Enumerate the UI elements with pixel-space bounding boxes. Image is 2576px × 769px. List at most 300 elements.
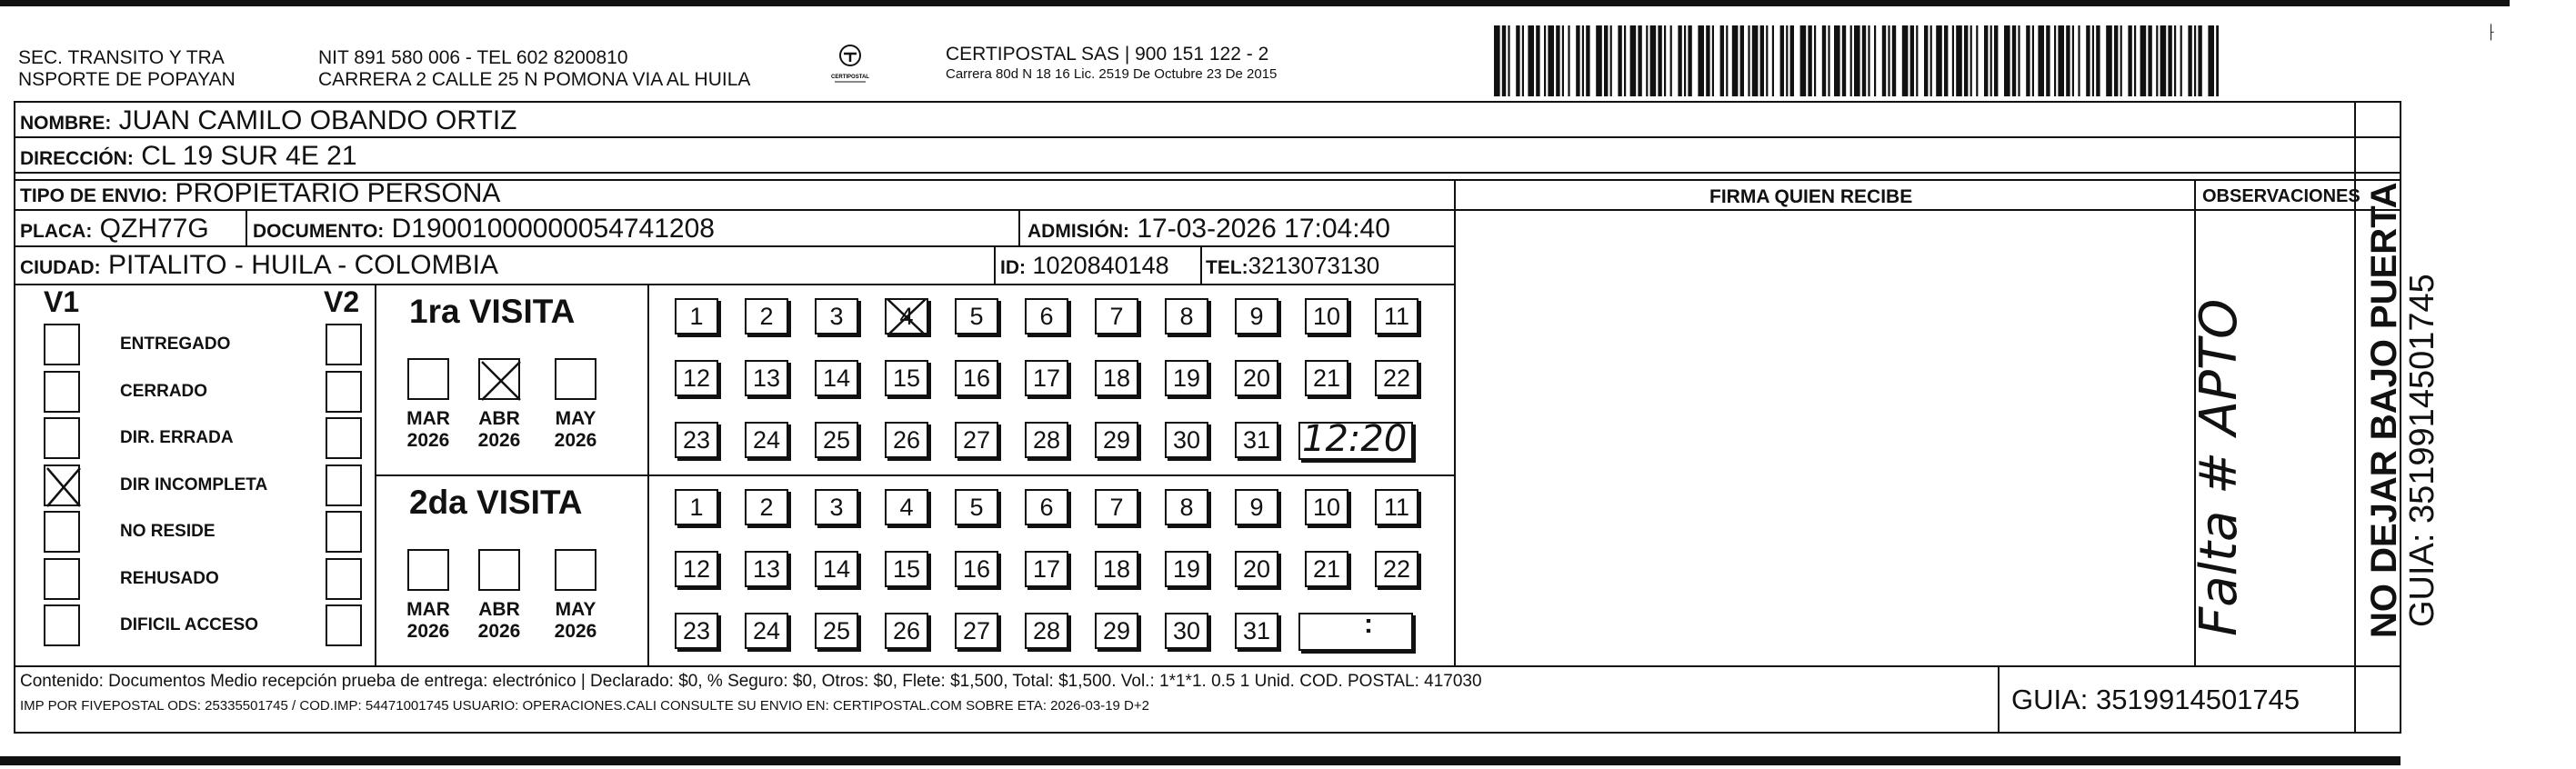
day-checkbox[interactable]: [815, 489, 858, 525]
day-number: 6: [1039, 303, 1054, 330]
barcode-bar: [1562, 25, 1564, 96]
day-number: 29: [1102, 426, 1131, 454]
day-number: 14: [822, 365, 851, 392]
barcode-bar: [1850, 25, 1852, 96]
day-checkbox[interactable]: [1025, 489, 1068, 525]
carrier-block: [946, 44, 1277, 84]
day-checkbox[interactable]: [675, 551, 718, 587]
day-checkbox[interactable]: [885, 613, 928, 649]
day-checkbox[interactable]: [1165, 489, 1208, 525]
barcode-bar: [2120, 25, 2122, 96]
barcode-bar: [1536, 25, 1539, 96]
month-label: MAR: [406, 599, 450, 620]
barcode-bar: [1936, 25, 1942, 96]
day-number: 20: [1242, 555, 1271, 583]
barcode-bar: [2198, 25, 2201, 96]
barcode-bar: [1684, 25, 1686, 96]
barcode-bar: [2072, 25, 2074, 96]
barcode-bar: [2128, 25, 2131, 96]
ciudad-cell: [20, 251, 498, 283]
barcode-bar: [1726, 25, 1728, 96]
nombre-label: NOMBRE:: [20, 113, 112, 134]
day-number: 21: [1312, 365, 1341, 392]
day-number: 23: [682, 426, 711, 454]
day-checkbox[interactable]: [1165, 551, 1208, 587]
barcode-bar: [1732, 25, 1739, 96]
tel-value: 3213073130: [1248, 252, 1380, 279]
barcode-bar: [2004, 25, 2010, 96]
documento-label: DOCUMENTO:: [253, 221, 385, 242]
carrier-name: CERTIPOSTAL SAS | 900 151 122 - 2: [946, 44, 1269, 65]
barcode-bar: [1780, 25, 1784, 96]
barcode-bar: [2148, 25, 2151, 96]
barcode-bar: [2106, 25, 2112, 96]
barcode-bar: [1892, 25, 1896, 96]
firma-header: FIRMA QUIEN RECIBE: [1709, 186, 1913, 207]
day-number: 17: [1032, 365, 1061, 392]
day-number: 2: [759, 494, 774, 521]
barcode-bar: [1712, 25, 1714, 96]
day-number: 3: [829, 494, 844, 521]
day-checkbox[interactable]: [1165, 613, 1208, 649]
placa-value: QZH77G: [99, 214, 209, 244]
v1-checkbox[interactable]: [44, 371, 80, 413]
day-number: 27: [962, 426, 991, 454]
day-number: 22: [1382, 365, 1411, 392]
day-checkbox[interactable]: [1095, 551, 1138, 587]
v2-checkbox[interactable]: [326, 604, 362, 646]
tipo-value: PROPIETARIO PERSONA: [175, 178, 501, 208]
barcode-bar: [2194, 25, 2196, 96]
barcode-bar: [1834, 25, 1840, 96]
barcode-bar: [1902, 25, 1909, 96]
day-checkbox[interactable]: [815, 422, 858, 458]
barcode-bar: [1658, 25, 1661, 96]
day-number: 23: [682, 617, 711, 644]
day-checkbox[interactable]: [1025, 613, 1068, 649]
barcode-bar: [2038, 25, 2044, 96]
day-checkbox[interactable]: [1025, 298, 1068, 335]
barcode-bar: [1624, 25, 1626, 96]
day-number: 12: [682, 365, 711, 392]
barcode-bar: [2180, 25, 2182, 96]
v2-checkbox[interactable]: [326, 417, 362, 459]
barcode-bar: [1882, 25, 1886, 96]
day-number: 9: [1249, 303, 1264, 330]
visit-title: 2da VISITA: [409, 484, 583, 521]
barcode-bar: [1994, 25, 1998, 96]
row-divider: [14, 284, 1455, 285]
barcode-bar: [1502, 25, 1506, 96]
barcode-bar: [1604, 25, 1608, 96]
barcode-bar: [1924, 25, 1928, 96]
scan-top-edge: [0, 0, 2510, 6]
barcode-bar: [2078, 25, 2080, 96]
day-checkbox[interactable]: [1095, 422, 1138, 458]
day-number: 13: [752, 555, 781, 583]
v1-check-mark: [45, 466, 82, 508]
barcode-bar: [2160, 25, 2167, 96]
day-checkbox[interactable]: [1305, 360, 1348, 396]
barcode-bar: [1522, 25, 1524, 96]
barcode-bar: [1990, 25, 1992, 96]
barcode-bar: [2156, 25, 2158, 96]
day-checkbox[interactable]: [815, 551, 858, 587]
barcode-bar: [1740, 25, 1744, 96]
day-number: 1: [689, 303, 704, 330]
day-checkbox[interactable]: [1305, 551, 1348, 587]
day-number: 19: [1172, 555, 1201, 583]
day-number: 27: [962, 617, 991, 644]
v2-checkbox[interactable]: [326, 324, 362, 365]
day-number: 11: [1383, 303, 1410, 330]
month-checkbox[interactable]: [555, 549, 596, 591]
status-option-label: DIFICIL ACCESO: [120, 615, 259, 634]
day-number: 5: [969, 494, 984, 521]
footer-print-line: IMP POR FIVEPOSTAL ODS: 25335501745 / COD.IMP: 54471001745 USUARIO: OPERACIONES.CALI CONSULTE SU ENVIO EN: CERTIPOSTAL.COM SOBRE ETA: 2026-03-19 D+2: [20, 698, 1149, 714]
barcode-bar: [2208, 25, 2214, 96]
day-number: 30: [1172, 426, 1201, 454]
day-checkbox[interactable]: [1025, 360, 1068, 396]
v2-checkbox[interactable]: [326, 558, 362, 600]
barcode-bar: [1790, 25, 1794, 96]
day-number: 24: [752, 617, 781, 644]
placa-cell: [20, 215, 209, 246]
barcode-bar: [1630, 25, 1637, 96]
barcode-bar: [2174, 25, 2176, 96]
day-checkbox[interactable]: [675, 298, 718, 335]
year-label: 2026: [406, 430, 450, 451]
day-checkbox[interactable]: [885, 551, 928, 587]
day-number: 28: [1032, 617, 1061, 644]
barcode-bar: [2114, 25, 2118, 96]
month-label: ABR: [478, 599, 520, 620]
day-checkbox[interactable]: [1095, 613, 1138, 649]
day-checkbox[interactable]: [675, 360, 718, 396]
day-checkbox[interactable]: [1375, 360, 1418, 396]
certipostal-logo-icon: [829, 42, 871, 84]
barcode-bar: [1786, 25, 1788, 96]
barcode-bar: [1568, 25, 1569, 96]
year-label: 2026: [406, 621, 450, 642]
day-number: 31: [1242, 426, 1271, 454]
day-checkbox[interactable]: [745, 298, 788, 335]
nombre-value: JUAN CAMILO OBANDO ORTIZ: [118, 105, 517, 135]
day-checkbox[interactable]: [955, 422, 998, 458]
id-value: 1020840148: [1032, 252, 1169, 279]
barcode-bar: [1618, 25, 1621, 96]
barcode-bar: [1970, 25, 1972, 96]
visit1-minute: 20: [1360, 418, 1408, 460]
visit-divider: [375, 474, 1455, 476]
day-checkbox[interactable]: [1375, 298, 1418, 335]
visit-title: 1ra VISITA: [409, 293, 576, 330]
day-checkbox[interactable]: [1375, 489, 1418, 525]
day-number: 21: [1312, 555, 1341, 583]
day-checkbox[interactable]: [885, 489, 928, 525]
day-checkbox[interactable]: [1165, 298, 1208, 335]
day-number: 6: [1039, 494, 1054, 521]
barcode-bar: [2032, 25, 2034, 96]
barcode-bar: [1854, 25, 1860, 96]
day-checkbox[interactable]: [1235, 551, 1278, 587]
day-checkbox[interactable]: [1165, 360, 1208, 396]
id-label: ID:: [1000, 257, 1026, 278]
month-checkbox[interactable]: [555, 358, 596, 400]
v1-checkbox[interactable]: [44, 324, 80, 365]
barcode-bar: [1596, 25, 1602, 96]
day-checkbox[interactable]: [815, 298, 858, 335]
day-checkbox[interactable]: [955, 489, 998, 525]
day-number: 29: [1102, 617, 1131, 644]
day-checkbox[interactable]: [1305, 298, 1348, 335]
day-number: 17: [1032, 555, 1061, 583]
day-checkbox[interactable]: [1095, 298, 1138, 335]
day-checkbox[interactable]: [1095, 489, 1138, 525]
day-number: 26: [892, 426, 921, 454]
day-number: 3: [829, 303, 844, 330]
day-checkbox[interactable]: [1165, 422, 1208, 458]
barcode-bar: [2168, 25, 2171, 96]
status-option-label: ENTREGADO: [120, 335, 231, 354]
day-number: 26: [892, 617, 921, 644]
day-checkbox[interactable]: [675, 613, 718, 649]
col-divider-admision: [1018, 209, 1020, 245]
barcode-bar: [1748, 25, 1749, 96]
barcode-bar: [1772, 25, 1774, 96]
status-option-label: CERRADO: [120, 381, 208, 401]
day-checkbox[interactable]: [955, 613, 998, 649]
placa-label: PLACA:: [20, 221, 93, 242]
month-label: MAR: [406, 408, 450, 429]
day-number: 30: [1172, 617, 1201, 644]
month-checkbox[interactable]: [478, 358, 520, 400]
barcode-bar: [1916, 25, 1918, 96]
admision-label: ADMISIÓN:: [1027, 221, 1129, 242]
day-number: 13: [752, 365, 781, 392]
month-checkbox[interactable]: [407, 549, 449, 591]
nombre-row: [20, 106, 517, 138]
barcode-bar: [1528, 25, 1534, 96]
barcode-bar: [1586, 25, 1589, 96]
day-checkbox[interactable]: [675, 489, 718, 525]
day-number: 10: [1312, 303, 1341, 330]
visit1-time-separator: :: [1348, 418, 1361, 460]
day-checkbox[interactable]: [1025, 422, 1068, 458]
barcode-bar: [1698, 25, 1704, 96]
visit2-time-separator: :: [1364, 609, 1373, 639]
day-checkbox[interactable]: [955, 360, 998, 396]
barcode-bar: [1508, 25, 1509, 96]
barcode-bar: [1930, 25, 1932, 96]
barcode-bar: [2134, 25, 2136, 96]
barcode-bar: [2086, 25, 2090, 96]
barcode-bar: [1610, 25, 1612, 96]
barcode: [1494, 25, 2219, 96]
admision-cell: [1027, 215, 1390, 246]
carrier-license: Carrera 80d N 18 16 Lic. 2519 De Octubre 23 De 2015: [946, 66, 1278, 82]
visit1-hour: 12: [1302, 418, 1348, 460]
day-number: 25: [822, 426, 851, 454]
documento-cell: [253, 215, 715, 246]
col-divider-placa: [246, 209, 247, 245]
direccion-value: CL 19 SUR 4E 21: [141, 141, 357, 171]
day-checkbox[interactable]: [1235, 613, 1278, 649]
day-checkbox[interactable]: [1025, 551, 1068, 587]
barcode-bar: [1828, 25, 1829, 96]
month-checkbox[interactable]: [478, 549, 520, 591]
observaciones-header: OBSERVACIONES: [2202, 186, 2360, 206]
logo-wordmark: CERTIPOSTAL: [831, 75, 869, 80]
barcode-bar: [1646, 25, 1648, 96]
day-checkbox[interactable]: [675, 422, 718, 458]
barcode-bar: [1688, 25, 1691, 96]
day-number: 14: [822, 555, 851, 583]
v2-checkbox[interactable]: [326, 511, 362, 553]
day-number: 20: [1242, 365, 1271, 392]
v1-checkbox[interactable]: [44, 417, 80, 459]
day-number: 7: [1109, 494, 1124, 521]
v1-checkbox[interactable]: [44, 604, 80, 646]
barcode-bar: [2188, 25, 2191, 96]
barcode-bar: [1638, 25, 1641, 96]
day-checkbox[interactable]: [1305, 489, 1348, 525]
row-divider: [14, 172, 2401, 174]
barcode-bar: [1544, 25, 1546, 96]
day-number: 18: [1102, 365, 1131, 392]
day-checkbox[interactable]: [745, 360, 788, 396]
day-checkbox[interactable]: [815, 613, 858, 649]
barcode-bar: [1952, 25, 1954, 96]
day-checkbox[interactable]: [955, 551, 998, 587]
day-checkbox[interactable]: [1095, 360, 1138, 396]
day-number: 31: [1242, 617, 1271, 644]
barcode-bar: [1766, 25, 1768, 96]
barcode-bar: [1800, 25, 1807, 96]
day-checkbox[interactable]: [745, 551, 788, 587]
barcode-bar: [1650, 25, 1657, 96]
day-checkbox[interactable]: [1235, 298, 1278, 335]
day-number: 4: [899, 303, 914, 330]
v2-checkbox[interactable]: [326, 371, 362, 413]
col-divider-tel: [1200, 245, 1202, 284]
month-label: MAY: [555, 599, 596, 620]
sender-address: CARRERA 2 CALLE 25 N POMONA VIA AL HUILA: [318, 69, 751, 90]
v1-checkbox[interactable]: [44, 464, 80, 506]
sender-name-line1: SEC. TRANSITO Y TRA: [18, 47, 225, 68]
day-checkbox[interactable]: [1235, 422, 1278, 458]
barcode-bar: [1576, 25, 1579, 96]
observation-handwritten-note: Falta # APTO: [2190, 298, 2249, 636]
day-number: 19: [1172, 365, 1201, 392]
barcode-bar: [2066, 25, 2070, 96]
day-number: 11: [1383, 494, 1410, 521]
admision-value: 17-03-2026 17:04:40: [1137, 214, 1390, 244]
barcode-bar: [1752, 25, 1759, 96]
day-number: 12: [682, 555, 711, 583]
month-label: ABR: [478, 408, 520, 429]
day-number: 15: [892, 365, 921, 392]
barcode-bar: [1670, 25, 1672, 96]
barcode-bar: [1888, 25, 1889, 96]
day-number: 15: [892, 555, 921, 583]
day-checkbox[interactable]: [885, 360, 928, 396]
barcode-bar: [1720, 25, 1724, 96]
barcode-bar: [2058, 25, 2064, 96]
status-option-label: DIR. ERRADA: [120, 428, 234, 447]
footer-guia: GUIA: 3519914501745: [2011, 684, 2300, 715]
side-warning: NO DEJAR BAJO PUERTA: [2364, 182, 2404, 638]
side-warning-block: [2364, 182, 2441, 638]
barcode-bar: [2046, 25, 2050, 96]
barcode-bar: [1874, 25, 1876, 96]
v1-label: V1: [44, 285, 80, 318]
v2-checkbox[interactable]: [326, 464, 362, 506]
barcode-bar: [1706, 25, 1709, 96]
year-label: 2026: [477, 621, 521, 642]
day-number: 4: [899, 494, 914, 521]
v1-checkbox[interactable]: [44, 558, 80, 600]
barcode-bar: [2096, 25, 2100, 96]
day-number: 8: [1179, 303, 1194, 330]
barcode-bar: [1976, 25, 1978, 96]
direccion-label: DIRECCIÓN:: [20, 148, 134, 169]
time-box[interactable]: [1298, 613, 1413, 651]
ciudad-label: CIUDAD:: [20, 257, 101, 278]
sender-nit-tel: NIT 891 580 006 - TEL 602 8200810: [318, 47, 628, 68]
barcode-bar: [1910, 25, 1914, 96]
sender-name-line2: NSPORTE DE POPAYAN: [18, 69, 236, 90]
year-label: 2026: [477, 430, 521, 451]
sender-block: [18, 47, 236, 91]
day-checkbox[interactable]: [1235, 360, 1278, 396]
barcode-bar: [1984, 25, 1988, 96]
tel-cell: [1206, 251, 1379, 283]
day-checkbox[interactable]: [1375, 551, 1418, 587]
barcode-bar: [1582, 25, 1584, 96]
barcode-bar: [1868, 25, 1869, 96]
day-number: 22: [1382, 555, 1411, 583]
day-checkbox[interactable]: [1235, 489, 1278, 525]
row-divider: [14, 665, 2401, 667]
day-number: 5: [969, 303, 984, 330]
ciudad-value: PITALITO - HUILA - COLOMBIA: [108, 250, 498, 280]
day-checkbox[interactable]: [885, 298, 928, 335]
day-number: 28: [1032, 426, 1061, 454]
day-checkbox[interactable]: [815, 360, 858, 396]
barcode-bar: [2140, 25, 2147, 96]
barcode-bar: [1808, 25, 1811, 96]
month-check-mark: [480, 360, 522, 402]
documento-value: D19001000000054741208: [391, 214, 715, 244]
day-checkbox[interactable]: [745, 613, 788, 649]
day-checkbox[interactable]: [745, 489, 788, 525]
day-number: 10: [1312, 494, 1341, 521]
barcode-bar: [1814, 25, 1816, 96]
v1-checkbox[interactable]: [44, 511, 80, 553]
day-checkbox[interactable]: [885, 422, 928, 458]
status-option-label: DIR INCOMPLETA: [120, 474, 268, 494]
day-number: 24: [752, 426, 781, 454]
day-checkbox[interactable]: [955, 298, 998, 335]
day-number: 16: [962, 555, 991, 583]
barcode-bar: [2054, 25, 2056, 96]
day-number: 7: [1109, 303, 1124, 330]
day-checkbox[interactable]: [745, 422, 788, 458]
barcode-bar: [1548, 25, 1554, 96]
col-divider-guia: [1998, 665, 2000, 734]
month-checkbox[interactable]: [407, 358, 449, 400]
